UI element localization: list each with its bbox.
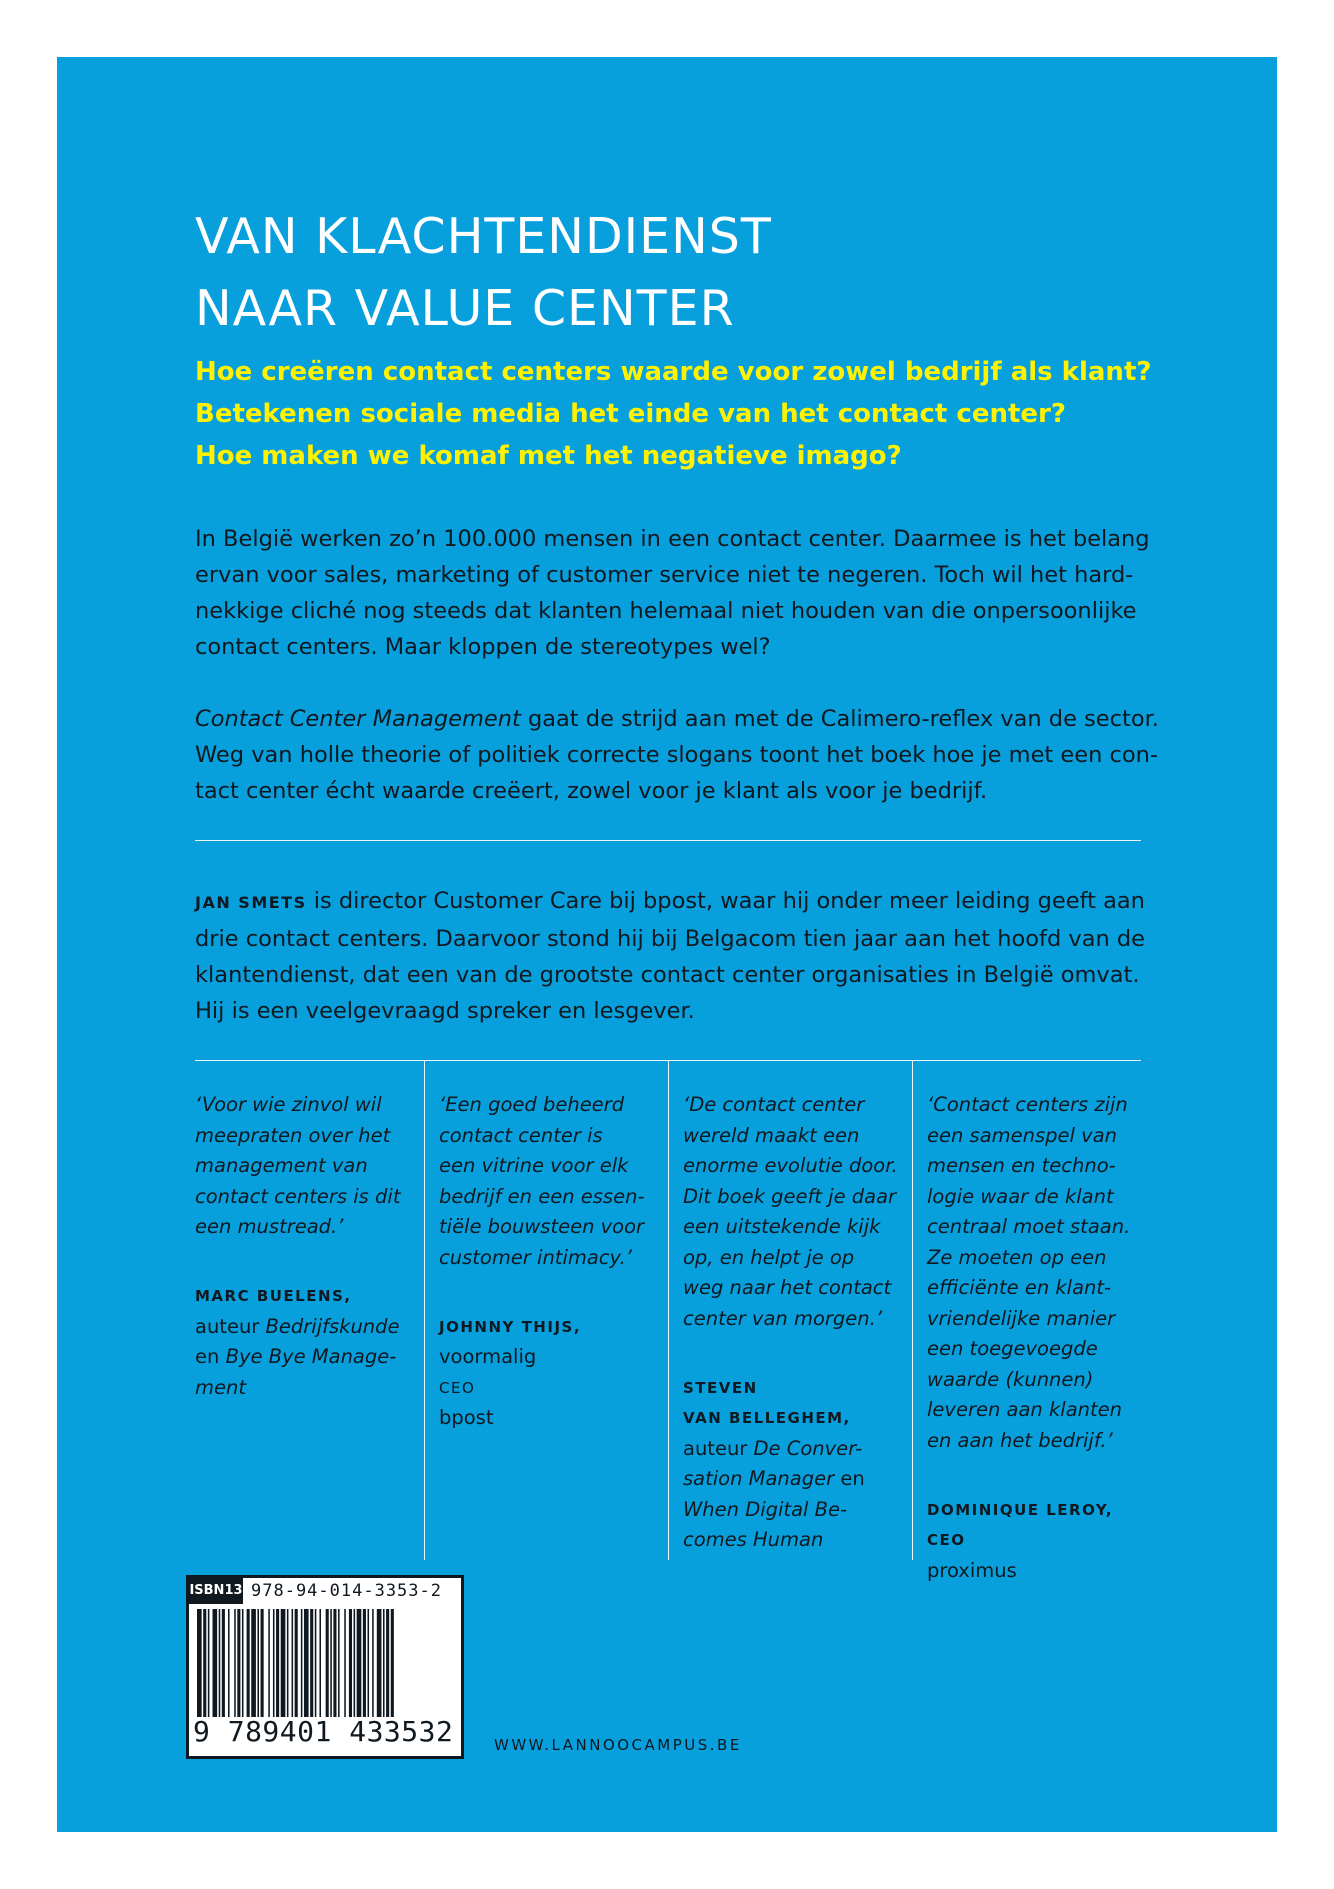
barcode-bar [383, 1609, 385, 1717]
key-questions [195, 351, 1245, 477]
barcode-bar [357, 1609, 362, 1717]
barcode-bar [234, 1609, 236, 1717]
divider-line [195, 840, 1141, 841]
endorser-role: auteur [683, 1436, 754, 1460]
endorser-work: Bedrijfskunde [265, 1314, 400, 1338]
barcode-bar [242, 1609, 244, 1717]
question-2: Betekenen sociale media het einde van het contact center? [195, 399, 1066, 429]
endorsement-4 [912, 1060, 1141, 1582]
endorser-role: voormalig [439, 1345, 537, 1368]
endorser-name: MARC BUELENS, [195, 1287, 352, 1305]
barcode-bar [219, 1609, 221, 1717]
endorsement-3 [668, 1060, 913, 1560]
barcode-bar [368, 1609, 370, 1717]
barcode-bar [268, 1609, 270, 1717]
barcode-bar [228, 1609, 230, 1717]
endorsements [195, 1060, 1141, 1582]
endorser-name: DOMINIQUE LEROY, [927, 1500, 1113, 1519]
barcode-bar [372, 1609, 374, 1717]
barcode-bar [237, 1609, 240, 1717]
question-1: Hoe creëren contact centers waarde voor zowel bedrijf als klant? [195, 357, 1152, 387]
bio-line-4: Hij is een veelgevraagd spreker en lesgever. [195, 998, 695, 1024]
barcode-bar [377, 1609, 382, 1717]
barcode-bar [344, 1609, 346, 1717]
endorsement-author [683, 1342, 913, 1556]
isbn-label: ISBN13 [189, 1578, 243, 1604]
barcode-bar [276, 1609, 279, 1717]
barcode-bar [197, 1609, 202, 1717]
barcode-bar [338, 1609, 340, 1717]
barcode-bar [315, 1609, 317, 1717]
barcode-bar [222, 1609, 225, 1717]
barcode-bar [247, 1609, 250, 1717]
intro-line-3: nekkige cliché nog steeds dat klanten helemaal niet houden van die onpersoonlijke [195, 598, 1137, 624]
back-cover [57, 57, 1277, 1832]
title-line-2: NAAR VALUE CENTER [195, 280, 735, 337]
barcode-bar [304, 1609, 309, 1717]
barcode-bar [203, 1609, 206, 1717]
barcode-bar [287, 1609, 289, 1717]
barcode-bar [281, 1609, 286, 1717]
barcode-bar [326, 1609, 329, 1717]
barcode-bar [363, 1609, 366, 1717]
author-name: JAN SMETS [195, 893, 307, 912]
endorser-role-caps: CEO [927, 1531, 966, 1549]
endorsement-author [439, 1281, 669, 1434]
intro-line-1: In België werken zo’n 100.000 mensen in een contact center. Daarmee is het belang [195, 526, 1150, 552]
barcode-bar [333, 1609, 336, 1717]
barcode-bar [330, 1609, 332, 1717]
barcode-bar [386, 1609, 389, 1717]
endorsement-2 [424, 1060, 669, 1560]
bio-line-1-rest: is director Customer Care bij bpost, waar hij onder meer leiding geeft aan [306, 888, 1145, 914]
barcode-bar [213, 1609, 218, 1717]
barcode-digits: 9 789401 433532 [193, 1715, 454, 1748]
intro-line-4: contact centers. Maar kloppen de stereotypes wel? [195, 634, 771, 660]
barcode-bar [257, 1609, 259, 1717]
barcode-bar [301, 1609, 303, 1717]
endorser-joiner: en [195, 1345, 226, 1368]
title-line-1: VAN KLACHTENDIENST [195, 208, 772, 265]
bio-line-2: drie contact centers. Daarvoor stond hij bij Belgacom tien jaar aan het hoofd van de [195, 926, 1146, 952]
bio-line-1 [195, 883, 1155, 921]
intro-line-2: ervan voor sales, marketing of customer service niet te negeren. Toch wil het hard- [195, 562, 1134, 588]
endorsement-quote: ‘Voor wie zinvol wil meepraten over het management van contact centers is dit een mustread.’ [195, 1093, 401, 1238]
barcode-bar [273, 1609, 275, 1717]
summary-line-3: tact center écht waarde creëert, zowel voor je klant als voor je bedrijf. [195, 778, 988, 804]
question-3: Hoe maken we komaf met het negatieve imago? [195, 441, 902, 471]
barcode-bar [261, 1609, 264, 1717]
endorsement-1 [195, 1060, 425, 1560]
barcode-bar [319, 1609, 321, 1717]
endorsement-quote: ‘Contact centers zijn een samenspel van mensen en techno- logie waar de klant centraal moet staan. Ze moeten op een efficiënte en klant- vriendelijke manier een toegevoegde waarde (kunnen) leveren aan klanten en aan het bedrijf.’ [927, 1093, 1131, 1452]
book-summary-paragraph [195, 701, 1159, 809]
endorser-work: When Digital Be- comes Human [683, 1497, 848, 1551]
barcode-bar [310, 1609, 313, 1717]
barcode-icon [195, 1609, 455, 1717]
barcode-bar [354, 1609, 356, 1717]
endorser-name: JOHNNY THIJS, [439, 1317, 582, 1336]
intro-paragraph [195, 521, 1155, 665]
endorser-company: proximus [927, 1558, 1017, 1582]
cover-title [195, 201, 1195, 345]
isbn-number: 978-94-014-3353-2 [251, 1581, 442, 1601]
summary-line-2: Weg van holle theorie of politiek correcte slogans toont het boek hoe je met een con- [195, 742, 1158, 768]
book-title-italic: Contact Center Management [195, 706, 521, 732]
publisher-website: WWW.LANNOOCAMPUS.BE [494, 1736, 742, 1754]
endorsement-author [195, 1251, 425, 1404]
endorser-work: De Conver- sation Manager [683, 1436, 863, 1490]
endorsement-quote: ‘Een goed beheerd contact center is een vitrine voor elk bedrijf en een essen- tiële bouwsteen voor customer intimacy.’ [439, 1093, 645, 1269]
endorser-joiner: en [834, 1467, 865, 1490]
isbn-barcode-box [186, 1575, 464, 1759]
endorser-name: STEVEN VAN BELLEGHEM, [683, 1378, 851, 1427]
summary-line-1-rest: gaat de strijd aan met de Calimero-reflex van de sector. [520, 706, 1159, 732]
endorsement-author [927, 1464, 1141, 1586]
endorser-company: bpost [439, 1406, 494, 1429]
author-bio [195, 883, 1155, 1029]
bio-line-3: klantendienst, dat een van de grootste contact center organisaties in België omvat. [195, 962, 1140, 988]
barcode-bar [349, 1609, 352, 1717]
endorser-role: auteur [195, 1314, 266, 1338]
barcode-bar [295, 1609, 298, 1717]
barcode-bar [208, 1609, 210, 1717]
endorser-role-caps: CEO [439, 1378, 476, 1397]
endorser-work: Bye Bye Manage- ment [195, 1345, 397, 1399]
barcode-bar [251, 1609, 256, 1717]
summary-line-1 [195, 701, 1159, 737]
barcode-bar [391, 1609, 394, 1717]
endorsement-quote: ‘De contact center wereld maakt een enorme evolutie door. Dit boek geeft je daar een uitstekende kijk op, en helpt je op weg naar het contact center van morgen.’ [683, 1093, 898, 1330]
barcode-bar [292, 1609, 294, 1717]
